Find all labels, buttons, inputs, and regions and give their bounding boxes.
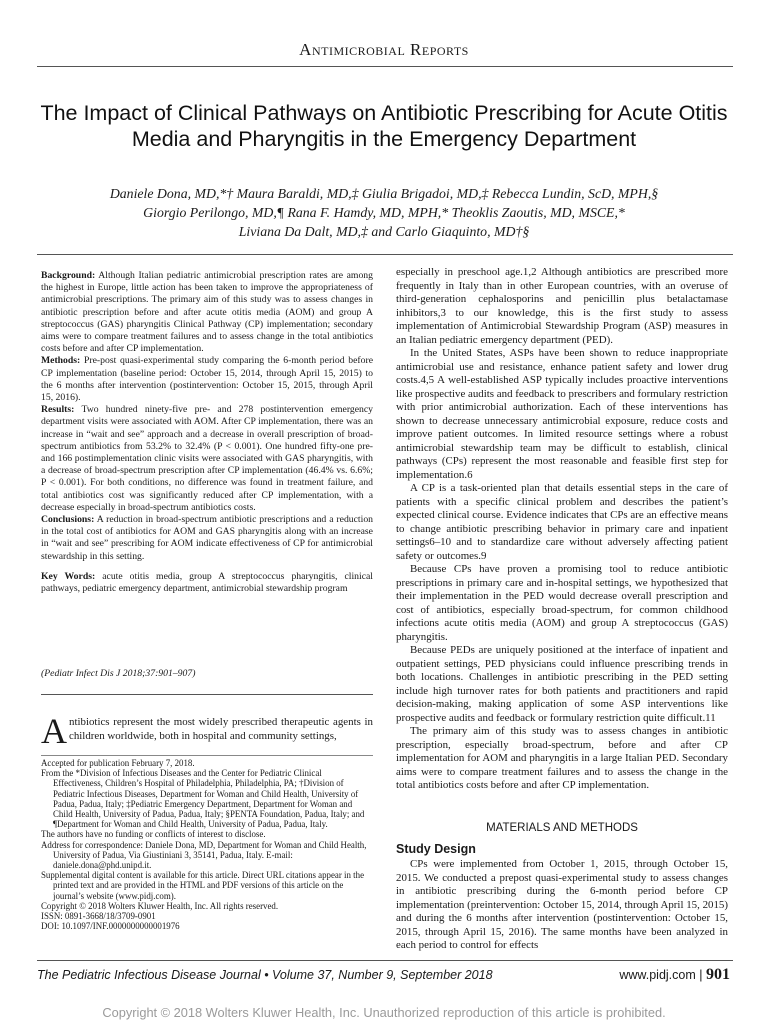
author-line-3: Liviana Da Dalt, MD,‡ and Carlo Giaquinto, MD†§ — [238, 224, 530, 239]
abstract-results — [41, 404, 373, 514]
page-number: 901 — [706, 966, 730, 983]
body-paragraph-6: The primary aim of this study was to assess changes in antibiotic prescription, especially broad-spectrum, before and after CP implementation for AOM and pharyngitis in a large Italian PED. Secondary aims were to compare treatment failures and to assess the change in the total antibiotics costs before and after CP implementation. — [396, 725, 728, 791]
drop-cap: A — [41, 711, 67, 751]
footnote-affiliations: From the *Division of Infectious Diseases and the Center for Pediatric Clinical Effectiveness, Children’s Hospital of Philadelphia, Philadelphia, PA; †Division of Pediatric Infectious Diseases, Department for Woman and Child Health, University of Padua, Padua, Italy; ‡Pediatric Emergency Department, Department for Woman and Child Health, University of Padua, Padua, Italy; §PENTA Foundation, Padua, Italy; and ¶Department for Woman and Child Health, University of Padua, Padua, Italy. — [41, 768, 365, 830]
study-design-paragraph: CPs were implemented from October 1, 2015, through October 15, 2015. We conducted a prepost quasi-experimental study to assess changes in antibiotic prescribing during the 6-month period before CP implementation (preintervention: October 15, 2014, through April 15, 2015) and during the 6 months after intervention (postintervention: October 15, 2015, through April 15, 2016). The same months have been analyzed in each period to control for effects — [396, 858, 728, 951]
abstract-conclusions — [41, 514, 373, 563]
abstract — [41, 270, 373, 595]
abstract-background-text: Although Italian pediatric antimicrobial prescription rates are among the highest in Europe, little action has been taken to improve the appropriateness of antimicrobial prescriptions. The primary aim of this study was to assess changes in antibiotic prescription before and after acute otitis media (AOM) and group A streptococcus (GAS) pharyngitis Clinical Pathway (CP) implementation; secondary aims were to compare treatment failures and to assess change in the total antibiotics costs before and after CP implementation. — [41, 270, 373, 355]
footnote-doi: DOI: 10.1097/INF.0000000000001976 — [41, 921, 180, 932]
intro-text: ntibiotics represent the most widely prescribed therapeutic agents in children worldwide, both in hospital and community settings, — [69, 716, 373, 742]
footnote-rule — [41, 755, 373, 756]
abstract-methods-text: Pre-post quasi-experimental study comparing the 6-month period before CP implementation (baseline period: October 15, 2014, through April 15, 2015) to the 6 months after intervention (postintervention: October 15, 2015, through April 15, 2016). — [41, 355, 373, 404]
footnote-copyright: Copyright © 2018 Wolters Kluwer Health, Inc. All rights reserved. — [41, 900, 279, 911]
footnote-supplemental: Supplemental digital content is available for this article. Direct URL citations appear in the printed text and are provided in the HTML and PDF versions of this article on the journal’s website (www.pidj.com). — [41, 870, 365, 901]
footer-separator: | — [699, 968, 703, 982]
body-paragraph-5: Because PEDs are uniquely positioned at the interface of inpatient and outpatient settings, PED physicians could influence prescribing trends in both locations. Challenges in antibiotic prescribing in the PED setting include high turnover rates for both patients and practitioners and rapid decision-making, making application of some ASP interventions like prospective audits and feedback or formulary restriction quite difficult.11 — [396, 644, 728, 724]
footnote-accepted: Accepted for publication February 7, 2018. — [41, 758, 195, 768]
abstract-background-label: Background: — [41, 270, 96, 281]
section-heading-methods: MATERIALS AND METHODS — [486, 822, 638, 834]
abstract-background — [41, 270, 373, 355]
article-footnotes — [41, 758, 373, 931]
copyright-watermark: Copyright © 2018 Wolters Kluwer Health, Inc. Unauthorized reproduction of this article is prohibited. — [102, 1005, 666, 1020]
abstract-methods-label: Methods: — [41, 355, 81, 367]
author-line-2: Giorgio Perilongo, MD,¶ Rana F. Hamdy, MD, MPH,* Theoklis Zaoutis, MD, MSCE,* — [143, 205, 625, 220]
author-list — [40, 184, 728, 241]
article-title: The Impact of Clinical Pathways on Antibiotic Prescribing for Acute Otitis Media and Pharyngitis in the Emergency Department — [40, 101, 728, 151]
footer-right — [619, 966, 730, 984]
body-paragraph-4: Because CPs have proven a promising tool to reduce antibiotic prescriptions in primary care and in-hospital settings, we hypothesized that their implementation in the PED would decrease overall prescription and cost of antibiotics, especially broad-spectrum, for common childhood infections acute otitis media (AOM) and group A streptococcus (GAS) pharyngitis. — [396, 563, 728, 643]
footnote-address: Address for correspondence: Daniele Dona, MD, Department for Woman and Child Health, University of Padua, Via Giustiniani 3, 35141, Padua, Italy. E-mail: daniele.dona@phd.unipd.it. — [41, 839, 367, 871]
body-paragraph-3: A CP is a task-oriented plan that details essential steps in the care of patients with a specific clinical problem and describes the patient’s expected clinical course. Evidence indicates that CPs are an effective means to change antibiotic prescribing behavior in primary care and inpatient settings6–10 and to standardize care without adversely affecting patient safety or outcomes.9 — [396, 482, 728, 562]
body-paragraph-1: especially in preschool age.1,2 Although antibiotics are prescribed more frequently in Italy than in other European countries, with an overuse of third-generation cephalosporins and penicillin plus betalactamase inhibitors,3 to our knowledge, this is the first study to assess implementation of Antimicrobial Stewardship Program (ASP) measures in an Italian pediatric emergency department (PED). — [396, 266, 728, 346]
keywords-label: Key Words: — [41, 570, 96, 582]
abstract-end-rule — [41, 694, 373, 695]
abstract-results-label: Results: — [41, 404, 75, 416]
header-rule — [37, 66, 733, 67]
footnote-funding: The authors have no funding or conflicts of interest to disclose. — [41, 829, 266, 840]
abstract-conclusions-label: Conclusions: — [41, 514, 95, 526]
section-header: Antimicrobial Reports — [299, 40, 469, 59]
footer-rule — [37, 960, 733, 961]
abstract-results-text: Two hundred ninety-five pre- and 278 postintervention emergency department visits were associated with AOM. After CP implementation, there was an increase in “wait and see” approach and a decrease in overall prescription of broad-spectrum antibiotics from 53.2% to 32.4% (P < 0.001). One hundred fifty-one pre- and 166 postimplementation clinic visits were associated with GAS pharyngitis, with a decrease of broad-spectrum prescription after CP implementation (46.4% vs. 6.6%; P < 0.001). For both conditions, no difference was found in treatment failure, and total antibiotics cost was significantly reduced after CP implementation, with a decrease especially in broad-spectrum antibiotics costs. — [41, 404, 374, 513]
abstract-rule — [37, 254, 733, 255]
journal-citation: (Pediatr Infect Dis J 2018;37:901–907) — [41, 668, 196, 679]
body-paragraph-2: In the United States, ASPs have been shown to reduce inappropriate antimicrobial use and resistance, enhance patient safety and lower drug costs.4,5 A well-established ASP typically includes proactive interventions like prospective audits and feedback to prescribers and formulary restriction with prior antimicrobial authorization. Each of these interventions has shown to decrease unnecessary antimicrobial exposure, reduce costs and improve patient outcomes. In limited resource settings where a robust antimicrobial stewardship team may be difficult to establish, clinical pathways (CPs) represent the most reasonable and feasible first step for implementation.6 — [396, 347, 728, 481]
footer-website-link[interactable]: www.pidj.com — [619, 968, 696, 982]
footnote-issn: ISSN: 0891-3668/18/3709-0901 — [41, 911, 156, 922]
right-column — [396, 266, 728, 793]
abstract-conclusions-text: A reduction in broad-spectrum antibiotic prescriptions and a reduction in the total cost of antibiotics for AOM and GAS pharyngitis along with an increase in “wait and see” prescribing for AOM indicate effectiveness of CP for antimicrobial stewardship in this setting. — [41, 514, 374, 562]
keywords-text: acute otitis media, group A streptococcus pharyngitis, clinical pathways, pediatric emergency department, antimicrobial stewardship program — [41, 570, 373, 595]
abstract-keywords — [41, 571, 373, 595]
intro-paragraph — [41, 711, 373, 751]
abstract-methods — [41, 355, 373, 404]
author-line-1: Daniele Dona, MD,*† Maura Baraldi, MD,‡ Giulia Brigadoi, MD,‡ Rebecca Lundin, ScD, MPH,§ — [109, 186, 659, 201]
subsection-heading-study-design: Study Design — [396, 842, 476, 856]
footer-journal: The Pediatric Infectious Disease Journal • Volume 37, Number 9, September 2018 — [37, 968, 493, 982]
